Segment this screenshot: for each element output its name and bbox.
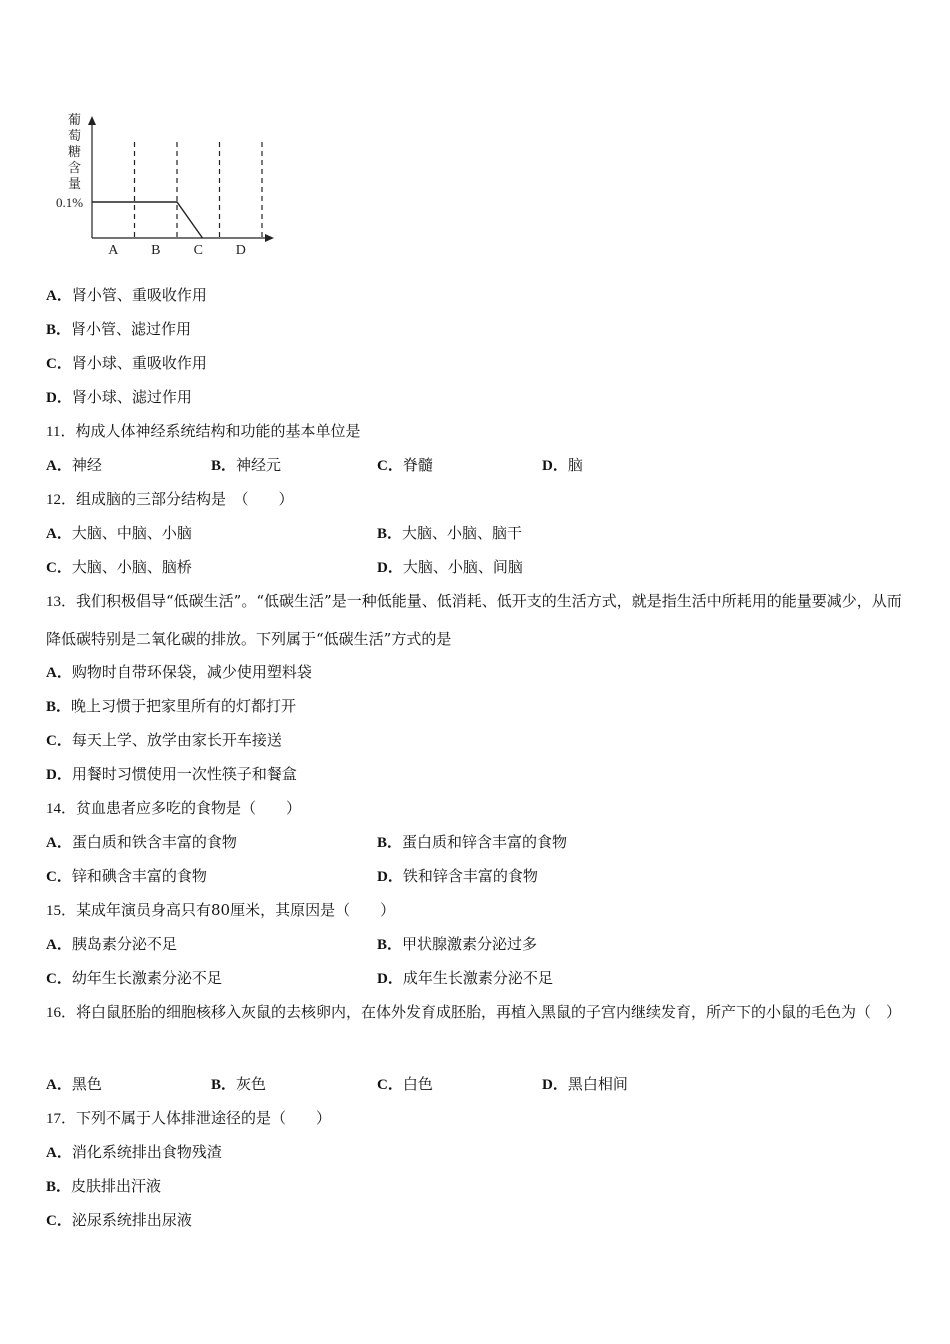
q14-option-a[interactable]: A．蛋白质和铁含丰富的食物 [46, 833, 237, 851]
q14-option-d[interactable]: D．铁和锌含丰富的食物 [377, 867, 538, 885]
series-line [92, 202, 203, 238]
q12-option-b[interactable]: B．大脑、小脑、脑干 [377, 524, 523, 542]
q17-option-a[interactable]: A．消化系统排出食物残渣 [46, 1143, 222, 1161]
q15-option-d[interactable]: D．成年生长激素分泌不足 [377, 969, 553, 987]
q17-option-b[interactable]: B．皮肤排出汗液 [46, 1177, 162, 1195]
x-tick-labels [108, 243, 246, 258]
y-axis-label-char: 含 [68, 160, 82, 175]
q13-option-a[interactable]: A．购物时自带环保袋，减少使用塑料袋 [46, 663, 312, 681]
q13-option-c[interactable]: C．每天上学、放学由家长开车接送 [46, 731, 282, 749]
q12-option-c[interactable]: C．大脑、小脑、脑桥 [46, 558, 192, 576]
x-tick-label: D [235, 243, 246, 258]
glucose-chart [56, 108, 286, 260]
y-axis-label-char: 萄 [68, 128, 82, 143]
q14-stem: 14．贫血患者应多吃的食物是（ ） [46, 799, 302, 817]
y-axis-arrow [88, 116, 96, 125]
q10-option-d[interactable]: D．肾小球、滤过作用 [46, 388, 192, 406]
q15-option-b[interactable]: B．甲状腺激素分泌过多 [377, 935, 538, 953]
x-tick-label: A [108, 243, 119, 258]
q14-option-b[interactable]: B．蛋白质和锌含丰富的食物 [377, 833, 568, 851]
q13-stem: 13．我们积极倡导“低碳生活”。“低碳生活”是一种低能量、低消耗、低开支的生活方式，就是指生活中所耗用的能量要减少，从而降低碳特别是二氧化碳的排放。下列属于“低碳生活”方式的是 [46, 592, 902, 648]
q17-stem: 17．下列不属于人体排泄途径的是（ ） [46, 1109, 332, 1127]
x-tick-label: C [193, 243, 203, 258]
y-axis-label-char: 糖 [68, 144, 82, 159]
y-tick-label: 0.1% [56, 195, 84, 210]
q16-option-c[interactable]: C．白色 [377, 1075, 433, 1093]
q12-stem: 12．组成脑的三部分结构是 （ ） [46, 490, 294, 508]
q17-option-c[interactable]: C．泌尿系统排出尿液 [46, 1211, 192, 1229]
q10-option-a[interactable]: A．肾小管、重吸收作用 [46, 286, 207, 304]
q11-option-c[interactable]: C．脊髓 [377, 456, 433, 474]
q16-option-b[interactable]: B．灰色 [211, 1075, 267, 1093]
divider-lines [135, 142, 263, 238]
y-axis-label [68, 112, 81, 191]
x-tick-label: B [151, 243, 161, 258]
q15-stem: 15．某成年演员身高只有80厘米，其原因是（ ） [46, 901, 396, 919]
q10-option-b[interactable]: B．肾小管、滤过作用 [46, 320, 192, 338]
q14-option-c[interactable]: C．锌和碘含丰富的食物 [46, 867, 207, 885]
q12-option-d[interactable]: D．大脑、小脑、间脑 [377, 558, 523, 576]
q10-option-c[interactable]: C．肾小球、重吸收作用 [46, 354, 207, 372]
q11-option-a[interactable]: A．神经 [46, 456, 102, 474]
q16-option-a[interactable]: A．黑色 [46, 1075, 102, 1093]
y-axis-label-char: 葡 [68, 112, 82, 127]
q13-option-b[interactable]: B．晚上习惯于把家里所有的灯都打开 [46, 697, 297, 715]
q16-stem: 16．将白鼠胚胎的细胞核移入灰鼠的去核卵内，在体外发育成胚胎，再植入黑鼠的子宫内继续发育，所产下的小鼠的毛色为（ ） [46, 1003, 902, 1021]
x-axis-arrow [265, 234, 274, 242]
q11-option-b[interactable]: B．神经元 [211, 456, 282, 474]
q16-option-d[interactable]: D．黑白相间 [542, 1075, 628, 1093]
q11-option-d[interactable]: D．脑 [542, 456, 583, 474]
q12-option-a[interactable]: A．大脑、中脑、小脑 [46, 524, 192, 542]
y-axis-label-char: 量 [68, 176, 82, 191]
q15-option-c[interactable]: C．幼年生长激素分泌不足 [46, 969, 222, 987]
q15-option-a[interactable]: A．胰岛素分泌不足 [46, 935, 177, 953]
q13-option-d[interactable]: D．用餐时习惯使用一次性筷子和餐盒 [46, 765, 297, 783]
q11-stem: 11．构成人体神经系统结构和功能的基本单位是 [46, 422, 361, 440]
